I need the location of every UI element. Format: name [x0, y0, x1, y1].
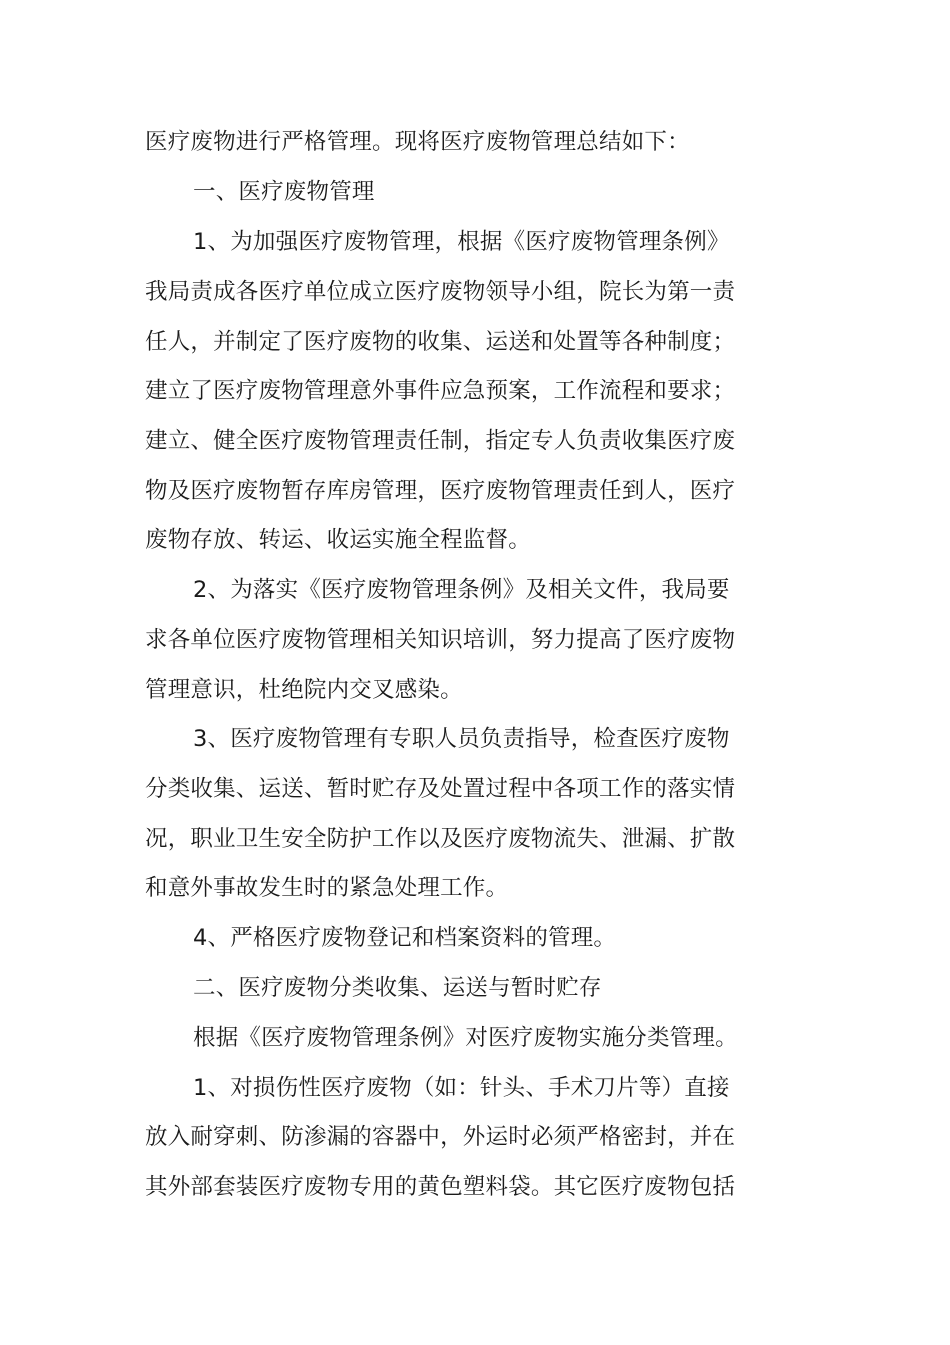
text-line-5: 任人，并制定了医疗废物的收集、运送和处置等各种制度； — [145, 329, 736, 355]
text-line-19: 根据《医疗废物管理条例》对医疗废物实施分类管理。 — [193, 1025, 738, 1051]
text-line-13: 3、医疗废物管理有专职人员负责指导，检查医疗废物 — [193, 726, 730, 752]
text-line-1: 医疗废物进行严格管理。现将医疗废物管理总结如下： — [145, 129, 690, 155]
text-line-12: 管理意识，杜绝院内交叉感染。 — [145, 677, 463, 703]
section-heading-1: 一、医疗废物管理 — [193, 179, 375, 205]
section-heading-2: 二、医疗废物分类收集、运送与暂时贮存 — [193, 975, 602, 1001]
text-line-9: 废物存放、转运、收运实施全程监督。 — [145, 527, 531, 553]
text-line-14: 分类收集、运送、暂时贮存及处置过程中各项工作的落实情 — [145, 776, 736, 802]
text-line-8: 物及医疗废物暂存库房管理，医疗废物管理责任到人，医疗 — [145, 478, 736, 504]
text-line-3: 1、为加强医疗废物管理，根据《医疗废物管理条例》 — [193, 229, 730, 255]
text-line-10: 2、为落实《医疗废物管理条例》及相关文件，我局要 — [193, 577, 730, 603]
text-line-7: 建立、健全医疗废物管理责任制，指定专人负责收集医疗废 — [145, 428, 736, 454]
text-line-22: 其外部套装医疗废物专用的黄色塑料袋。其它医疗废物包括 — [145, 1174, 736, 1200]
text-line-4: 我局责成各医疗单位成立医疗废物领导小组，院长为第一责 — [145, 279, 736, 305]
text-line-20: 1、对损伤性医疗废物（如：针头、手术刀片等）直接 — [193, 1075, 730, 1101]
text-line-15: 况，职业卫生安全防护工作以及医疗废物流失、泄漏、扩散 — [145, 826, 736, 852]
text-line-11: 求各单位医疗废物管理相关知识培训，努力提高了医疗废物 — [145, 627, 736, 653]
text-line-21: 放入耐穿刺、防渗漏的容器中，外运时必须严格密封，并在 — [145, 1124, 736, 1150]
text-line-16: 和意外事故发生时的紧急处理工作。 — [145, 875, 509, 901]
text-line-17: 4、严格医疗废物登记和档案资料的管理。 — [193, 925, 617, 951]
text-line-6: 建立了医疗废物管理意外事件应急预案，工作流程和要求； — [145, 378, 736, 404]
